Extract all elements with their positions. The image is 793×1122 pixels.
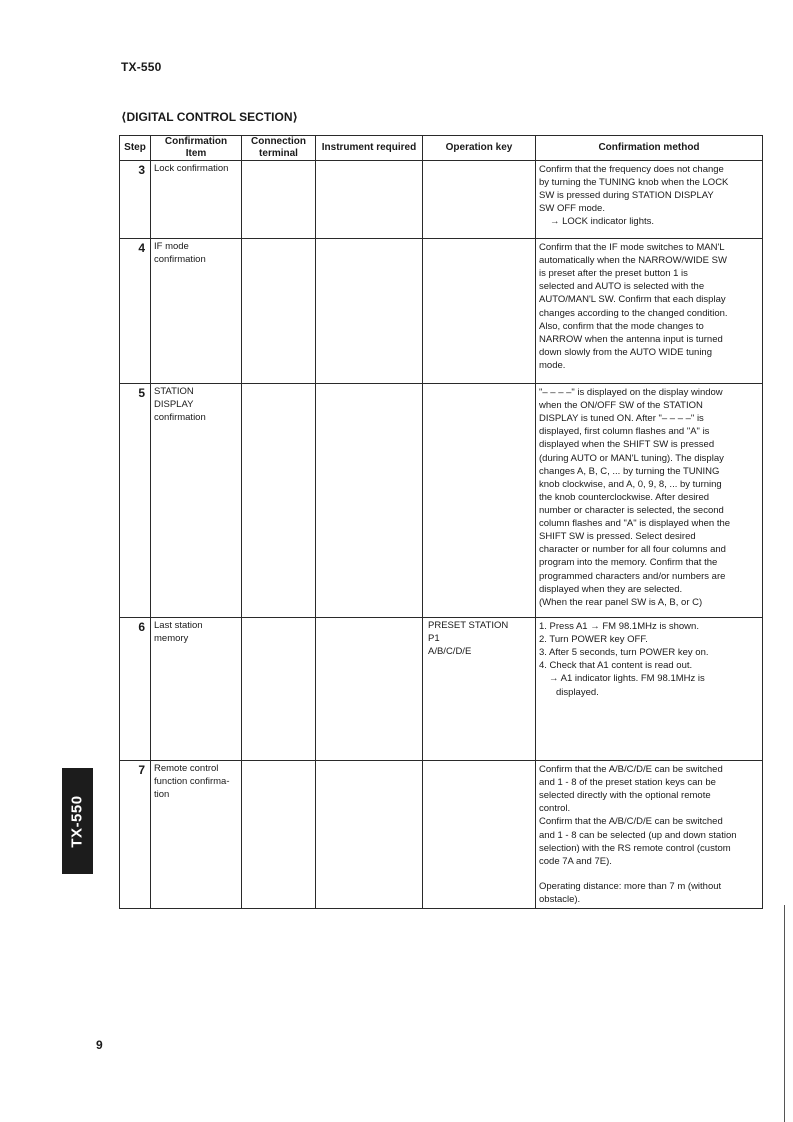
table-row xyxy=(120,618,763,761)
operation-key: PRESET STATION P1 A/B/C/D/E xyxy=(423,618,536,761)
confirmation-item: STATION DISPLAY confirmation xyxy=(151,384,242,618)
method-line: control. xyxy=(539,803,571,815)
method-line: down slowly from the AUTO WIDE tuning xyxy=(539,346,712,358)
method-line: changes according to the changed condition. xyxy=(539,307,728,319)
table-row xyxy=(120,761,763,909)
method-line: SHIFT SW is pressed. Select desired xyxy=(539,531,696,543)
instrument-required xyxy=(316,761,423,909)
operation-key xyxy=(423,761,536,909)
step-number: 4 xyxy=(120,239,151,384)
step-number: 3 xyxy=(120,161,151,239)
method-step-result: → A1 indicator lights. FM 98.1MHz is xyxy=(549,673,705,685)
method-line: selected and AUTO is selected with the xyxy=(539,281,705,293)
method-line: is preset after the preset button 1 is xyxy=(539,268,688,280)
method-line: Confirm that the frequency does not change xyxy=(539,164,724,175)
confirmation-method xyxy=(536,161,763,239)
method-line: changes A, B, C, ... by turning the TUNING xyxy=(539,465,720,477)
table-header-row xyxy=(120,136,763,161)
confirmation-method xyxy=(536,761,763,909)
instrument-required xyxy=(316,384,423,618)
table-row xyxy=(120,161,763,239)
method-line: the knob counterclockwise. After desired xyxy=(539,491,710,503)
instrument-required xyxy=(316,161,423,239)
method-line: number or character is selected, the second xyxy=(539,504,724,516)
method-line: character or number for all four columns and xyxy=(539,544,726,556)
method-line: Confirm that the IF mode switches to MAN'L xyxy=(539,242,725,253)
method-step-result: displayed. xyxy=(556,686,599,698)
confirmation-method xyxy=(536,239,763,384)
page-number: 9 xyxy=(96,1038,103,1052)
method-line: NARROW when the antenna input is turned xyxy=(539,333,723,345)
connection-terminal xyxy=(242,618,316,761)
connection-terminal xyxy=(242,761,316,909)
operation-key xyxy=(423,161,536,239)
method-step: 4. Check that A1 content is read out. xyxy=(539,660,693,672)
confirmation-method xyxy=(536,618,763,761)
method-step: 2. Turn POWER key OFF. xyxy=(539,634,648,646)
method-line: and 1 - 8 of the preset station keys can be xyxy=(539,777,716,789)
side-index-tab xyxy=(62,768,93,874)
side-tab-label: TX-550 xyxy=(69,794,87,848)
method-line: SW is pressed during STATION DISPLAY xyxy=(539,190,714,202)
method-line: SW OFF mode. xyxy=(539,203,605,215)
header-confirmation-method: Confirmation method xyxy=(536,136,763,161)
connection-terminal xyxy=(242,384,316,618)
method-line: AUTO/MAN'L SW. Confirm that each display xyxy=(539,294,726,306)
method-step: 1. Press A1 → FM 98.1MHz is shown. xyxy=(539,621,699,632)
header-connection-terminal: Connection terminal xyxy=(242,136,316,161)
method-note: Operating distance: more than 7 m (without obstacle). xyxy=(539,880,722,905)
method-line: displayed when they are selected. xyxy=(539,583,683,595)
header-operation-key: Operation key xyxy=(423,136,536,161)
confirmation-table xyxy=(119,135,763,909)
method-line: programmed characters and/or numbers are xyxy=(539,570,726,582)
method-line: selected directly with the optional remote xyxy=(539,790,711,802)
method-line: by turning the TUNING knob when the LOCK xyxy=(539,177,729,189)
operation-key xyxy=(423,239,536,384)
document-model-label: TX-550 xyxy=(121,60,162,74)
method-line: DISPLAY is tuned ON. After "– – – –" is xyxy=(539,413,704,425)
method-line: program into the memory. Confirm that the xyxy=(539,557,718,569)
method-step: 3. After 5 seconds, turn POWER key on. xyxy=(539,647,709,659)
method-line: Confirm that the A/B/C/D/E can be switched xyxy=(539,816,723,828)
method-line: Also, confirm that the mode changes to xyxy=(539,320,704,332)
header-instrument-required: Instrument required xyxy=(316,136,423,161)
method-line: selection) with the RS remote control (custom xyxy=(539,842,731,854)
method-line: when the ON/OFF SW of the STATION xyxy=(539,400,703,412)
confirmation-method xyxy=(536,384,763,618)
connection-terminal xyxy=(242,239,316,384)
instrument-required xyxy=(316,618,423,761)
page-edge-rule xyxy=(784,905,785,1122)
method-line: displayed, first column flashes and "A" is xyxy=(539,426,710,438)
step-number: 5 xyxy=(120,384,151,618)
method-line: mode. xyxy=(539,359,566,371)
method-line: (When the rear panel SW is A, B, or C) xyxy=(539,596,703,608)
method-line: knob clockwise, and A, 0, 9, 8, ... by turning xyxy=(539,478,722,490)
connection-terminal xyxy=(242,161,316,239)
method-line: displayed when the SHIFT SW is pressed xyxy=(539,439,715,451)
method-result: → LOCK indicator lights. xyxy=(550,216,655,228)
section-title: ⟨DIGITAL CONTROL SECTION⟩ xyxy=(121,110,298,124)
method-line: column flashes and "A" is displayed when the xyxy=(539,518,731,530)
step-number: 7 xyxy=(120,761,151,909)
header-step: Step xyxy=(120,136,151,161)
confirmation-item: Lock confirmation xyxy=(151,161,242,239)
instrument-required xyxy=(316,239,423,384)
confirmation-item: Remote control function confirma- tion xyxy=(151,761,242,909)
confirmation-item: Last station memory xyxy=(151,618,242,761)
method-line: (during AUTO or MAN'L tuning). The display xyxy=(539,452,724,464)
table-row xyxy=(120,384,763,618)
step-number: 6 xyxy=(120,618,151,761)
operation-key xyxy=(423,384,536,618)
method-line: and 1 - 8 can be selected (up and down station xyxy=(539,829,737,841)
method-line: "– – – –" is displayed on the display window xyxy=(539,387,723,398)
table-row xyxy=(120,239,763,384)
confirmation-item: IF mode confirmation xyxy=(151,239,242,384)
method-line: automatically when the NARROW/WIDE SW xyxy=(539,255,727,267)
method-line: code 7A and 7E). xyxy=(539,855,612,867)
header-confirmation-item: Confirmation Item xyxy=(151,136,242,161)
method-line: Confirm that the A/B/C/D/E can be switched xyxy=(539,764,723,775)
